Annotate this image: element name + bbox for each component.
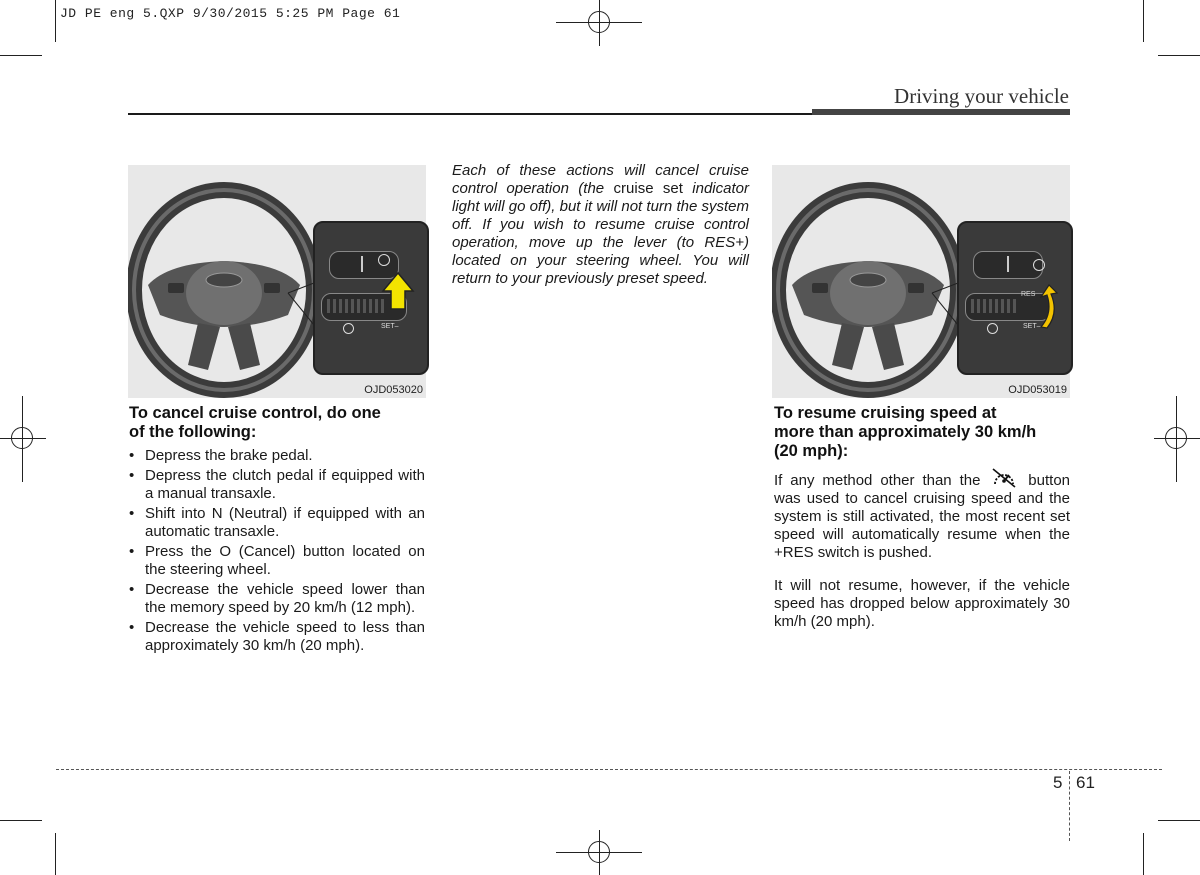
resume-heading: To resume cruising speed at more than approximately 30 km/h (20 mph): [774,404,1037,460]
header-rule [128,113,812,115]
footer-rule [56,769,1162,770]
control-panel-inset [957,221,1073,375]
section-title: Driving your vehicle [894,84,1069,108]
chapter-number: 5 [1053,773,1063,792]
page-number-divider [1069,771,1070,841]
resume-cruise-figure [772,165,1070,398]
cruise-cancel-icon [991,467,1017,489]
up-arrow-icon [381,271,415,311]
cancel-cruise-figure [128,165,426,398]
resume-paragraph: If any method other than the button was used to cancel cruising speed and the system is still activated, the most recent set speed will automatically resume when the +RES switch is pushed. [774,467,1070,562]
list-item: • Press the O (Cancel) button located on the steering wheel. [129,543,425,579]
cruise-icon [987,323,998,334]
set-label: SET– [381,323,399,330]
set-label: SET– [1023,323,1041,330]
header-rule-accent [812,109,1070,115]
list-item: • Depress the clutch pedal if equipped with a manual transaxle. [129,467,425,503]
list-item: • Decrease the vehicle speed lower than the memory speed by 20 km/h (12 mph). [129,581,425,617]
cancel-icon [378,254,390,266]
cancel-note-paragraph: Each of these actions will cancel cruise control operation (the cruise set indicator light will go off), but it will not turn the system off. If you wish to resume cruise control operation, move up the lever (to RES+) located on your steering wheel. You will return to your previously preset speed. [452,162,749,287]
cruise-icon [343,323,354,334]
cancel-heading: To cancel cruise control, do one of the following: [129,404,381,441]
control-panel-inset [313,221,429,375]
resume-limit-paragraph: It will not resume, however, if the vehicle speed has dropped below approximately 30 km/h (20 mph). [774,577,1070,630]
res-label: RES [1021,291,1036,298]
figure-code: OJD053019 [1008,384,1067,396]
list-item: • Shift into N (Neutral) if equipped with an automatic transaxle. [129,505,425,541]
list-item: • Decrease the vehicle speed to less than approximately 30 km/h (20 mph). [129,619,425,655]
list-item: • Depress the brake pedal. [129,447,425,465]
figure-code: OJD053020 [364,384,423,396]
cancel-methods-list [129,447,425,657]
curved-arrow-icon [1037,283,1059,329]
print-header: JD PE eng 5.QXP 9/30/2015 5:25 PM Page 61 [60,6,401,21]
page-number: 61 [1076,773,1095,792]
cancel-icon [1033,259,1045,271]
